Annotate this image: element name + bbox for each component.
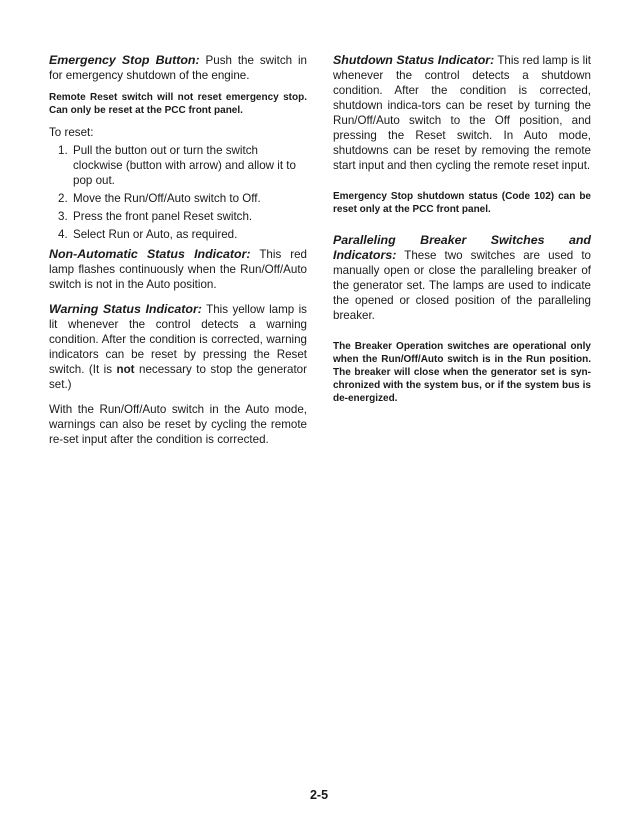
paralleling-paragraph — [333, 233, 591, 323]
warning-text-end: necessary to stop the generator set.) — [49, 363, 307, 391]
step-number: 2. — [58, 192, 68, 205]
warning-paragraph — [49, 302, 307, 392]
emergency-stop-paragraph — [49, 53, 307, 83]
step-number: 4. — [58, 228, 68, 241]
non-automatic-heading: Non-Automatic Status Indicator: — [49, 247, 251, 261]
warning-heading: Warning Status Indicator: — [49, 302, 202, 316]
step-text: Move the Run/Off/Auto switch to Off. — [73, 192, 261, 205]
step-number: 1. — [58, 144, 68, 157]
list-item — [49, 227, 307, 242]
list-item — [49, 143, 307, 188]
warning-text: This yellow lamp is lit whenever the control detects a warning condition. After the condition is corrected, warning indicators can be reset by pressing the Reset switch. (It is — [49, 303, 307, 376]
step-text: Press the front panel Reset switch. — [73, 210, 253, 223]
remote-reset-note: Remote Reset switch will not reset emergency stop. Can only be reset at the PCC front panel. — [49, 92, 307, 116]
step-text: Select Run or Auto, as required. — [73, 228, 238, 241]
step-number: 3. — [58, 210, 68, 223]
shutdown-heading: Shutdown Status Indicator: — [333, 53, 495, 67]
left-column — [49, 53, 307, 447]
right-column — [333, 53, 591, 405]
list-item — [49, 191, 307, 206]
auto-mode-paragraph: With the Run/Off/Auto switch in the Auto mode, warnings can also be reset by cycling the remote re-set input after the condition is corrected. — [49, 403, 307, 446]
emergency-stop-heading: Emergency Stop Button: — [49, 53, 200, 67]
non-automatic-paragraph — [49, 247, 307, 292]
step-text: Pull the button out or turn the switch clockwise (button with arrow) and allow it to pop out. — [73, 144, 296, 187]
reset-steps-list — [49, 143, 307, 242]
shutdown-paragraph — [333, 53, 591, 173]
breaker-operation-note: The Breaker Operation switches are operational only when the Run/Off/Auto switch is in the Run position. The breaker will close when the generator set is syn-chronized with the system bus, or if the system bus is de-energized. — [333, 341, 591, 404]
page-number: 2-5 — [309, 788, 329, 802]
warning-emphasis: not — [116, 363, 135, 376]
to-reset-label: To reset: — [49, 126, 94, 139]
emergency-stop-note: Emergency Stop shutdown status (Code 102) can be reset only at the PCC front panel. — [333, 191, 591, 215]
paralleling-text: These two switches are used to manually open or close the paralleling breaker of the generator set. The lamps are used to indicate the opened or closed position of the paralleling breaker. — [333, 249, 591, 322]
paralleling-heading: Paralleling Breaker Switches and Indicators: — [333, 233, 591, 262]
emergency-stop-text: Push the switch in for emergency shutdown of the engine. — [49, 54, 307, 82]
non-automatic-text: This red lamp flashes continuously when the Run/Off/Auto switch is not in the Auto position. — [49, 248, 307, 291]
shutdown-text: This red lamp is lit whenever the control detects a shutdown condition. After the condition is corrected, shutdown indica-tors can be reset by turning the Run/Off/Auto switch to the Off position, and pressing the Reset switch. In Auto mode, shutdowns can be reset by removing the remote start input and then cycling the remote reset input. — [333, 54, 592, 172]
list-item — [49, 209, 307, 224]
